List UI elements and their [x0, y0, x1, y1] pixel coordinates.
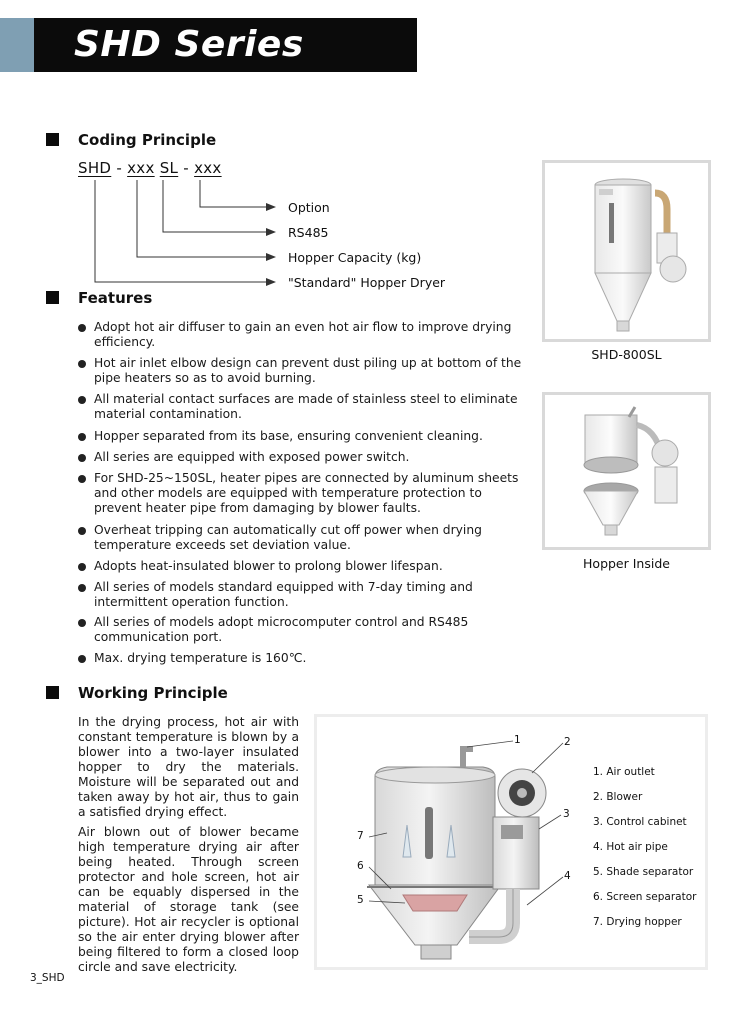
feature-item: Overheat tripping can automatically cut off power when drying temperature exceeds set deviation value. — [78, 523, 528, 553]
feature-item: Adopt hot air diffuser to gain an even hot air flow to improve drying efficiency. — [78, 320, 528, 350]
part-air-outlet: 1. Air outlet — [593, 766, 655, 778]
working-paragraph-1: In the drying process, hot air with constant temperature is blown by a blower into a two-layer insulated hopper to dry the materials. Moisture will be separated out and taken away by hot air, thus to gain a satisfied drying effect. — [78, 715, 299, 819]
bullet-icon — [78, 433, 86, 441]
feature-item: All series are equipped with exposed power switch. — [78, 450, 528, 465]
bullet-icon — [78, 360, 86, 368]
feature-item: All series of models standard equipped with 7-day timing and intermittent operation function. — [78, 580, 528, 610]
bullet-icon — [78, 563, 86, 571]
part-screen-separator: 6. Screen separator — [593, 891, 697, 903]
bullet-icon — [78, 655, 86, 663]
code-seg-capacity: xxx — [127, 159, 155, 177]
bullet-icon — [78, 527, 86, 535]
caption-hopper-inside: Hopper Inside — [583, 556, 670, 571]
code-dash-2: - — [178, 159, 195, 177]
code-seg-rs485: SL — [159, 159, 179, 177]
code-label-rs485: RS485 — [288, 225, 329, 240]
feature-item: Adopts heat-insulated blower to prolong blower lifespan. — [78, 559, 528, 574]
caption-shd-800sl: SHD-800SL — [591, 347, 662, 362]
bullet-icon — [78, 475, 86, 483]
part-blower: 2. Blower — [593, 791, 643, 803]
bullet-icon — [78, 454, 86, 462]
bullet-icon — [78, 584, 86, 592]
callout-2: 2 — [564, 736, 571, 748]
coding-heading: Coding Principle — [78, 131, 217, 149]
page-title: SHD Series — [74, 24, 304, 65]
working-heading: Working Principle — [78, 684, 228, 702]
code-label-standard: "Standard" Hopper Dryer — [288, 275, 446, 290]
callout-6: 6 — [357, 860, 364, 872]
callout-3: 3 — [563, 808, 570, 820]
callout-7: 7 — [357, 830, 364, 842]
bullet-icon — [78, 324, 86, 332]
product-photo-frame — [542, 160, 711, 342]
code-label-option: Option — [288, 200, 330, 215]
part-control-cabinet: 3. Control cabinet — [593, 816, 687, 828]
section-marker-features — [46, 291, 59, 304]
part-hot-air-pipe: 4. Hot air pipe — [593, 841, 668, 853]
feature-item: Max. drying temperature is 160℃. — [78, 651, 528, 666]
feature-item: Hot air inlet elbow design can prevent dust piling up at bottom of the pipe heaters so as to avoid burning. — [78, 356, 528, 386]
code-label-capacity: Hopper Capacity (kg) — [288, 250, 422, 265]
hopper-inside-illustration — [545, 395, 708, 547]
feature-item: For SHD-25~150SL, heater pipes are connected by aluminum sheets and other models are equipped with temperature protection to prevent heater pipe from damaging by blower faults. — [78, 471, 528, 516]
hopper-inside-photo — [545, 395, 708, 547]
feature-item: All series of models adopt microcomputer control and RS485 communication port. — [78, 615, 528, 645]
product-photo — [545, 163, 708, 339]
feature-item: All material contact surfaces are made of stainless steel to eliminate material contamination. — [78, 392, 528, 422]
hopper-dryer-illustration — [545, 163, 708, 339]
callout-1: 1 — [514, 734, 521, 746]
page-number: 3_SHD — [30, 972, 65, 984]
callout-4: 4 — [564, 870, 571, 882]
feature-item: Hopper separated from its base, ensuring convenient cleaning. — [78, 429, 528, 444]
part-drying-hopper: 7. Drying hopper — [593, 916, 682, 928]
bullet-icon — [78, 396, 86, 404]
part-shade-separator: 5. Shade separator — [593, 866, 694, 878]
features-heading: Features — [78, 289, 153, 307]
section-marker-working — [46, 686, 59, 699]
working-diagram-inner — [317, 717, 705, 967]
bullet-icon — [78, 619, 86, 627]
code-dash-1: - — [111, 159, 128, 177]
callout-5: 5 — [357, 894, 364, 906]
working-diagram — [314, 714, 708, 970]
code-seg-option: xxx — [194, 159, 222, 177]
hopper-inside-photo-frame — [542, 392, 711, 550]
working-paragraph-2: Air blown out of blower became high temperature drying air after being heated. Through screen protector and hole screen, hot air can be equably dispersed in the material of storage tank (see picture). Hot air recycler is optional so the air enter drying blower after being filtered to form a closed loop circle and save electricity. — [78, 825, 299, 974]
code-seg-series: SHD — [78, 159, 112, 177]
